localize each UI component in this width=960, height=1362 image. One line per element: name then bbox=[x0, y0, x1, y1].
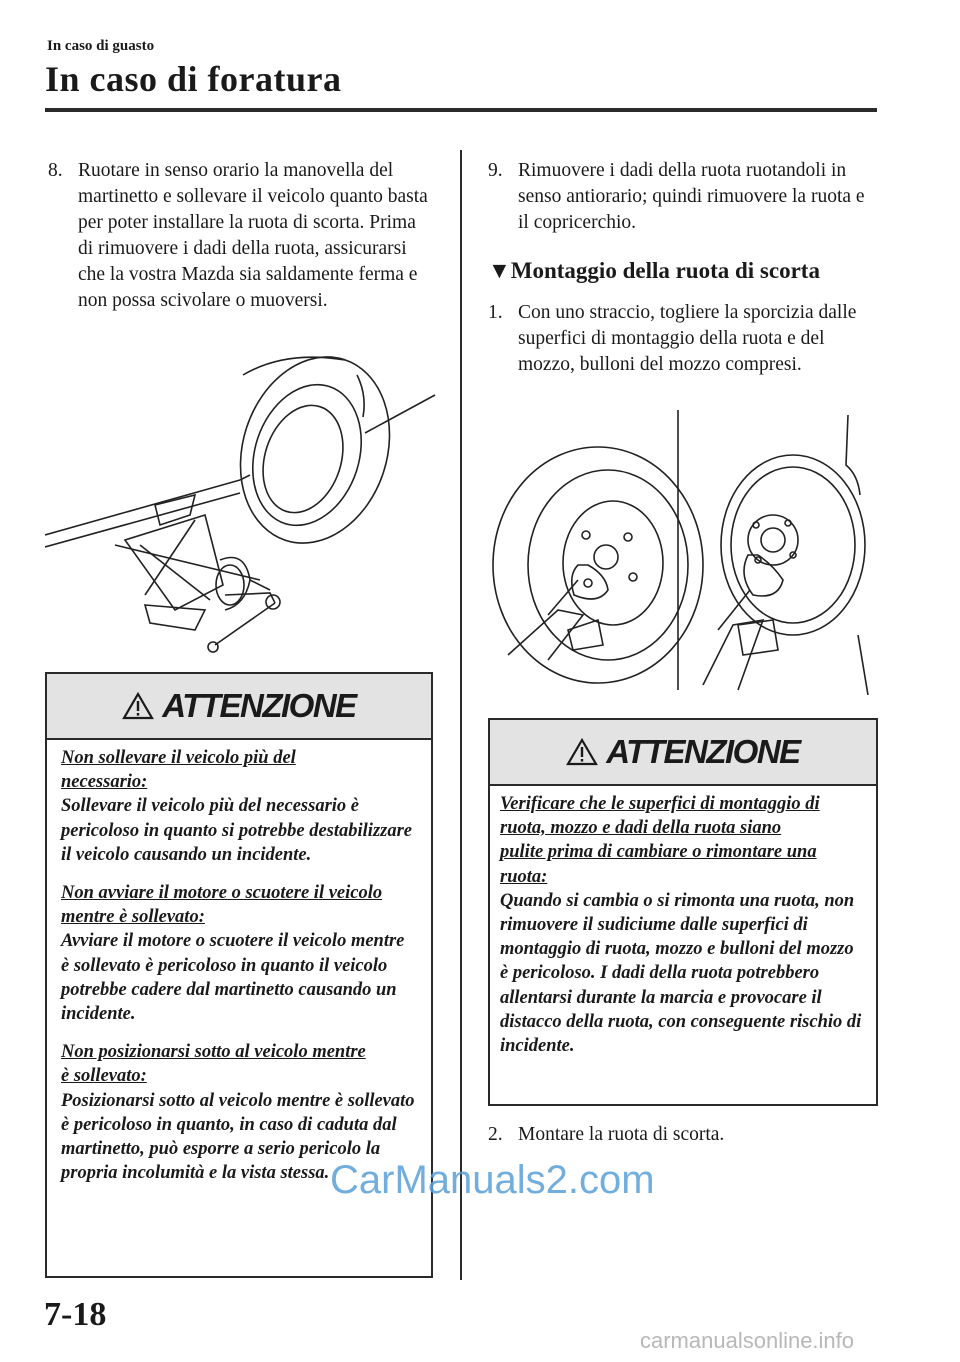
step-text: Con uno straccio, togliere la sporcizia dalle superfici di montaggio della ruota e del mozzo, bulloni del mozzo compresi. bbox=[518, 302, 857, 375]
step-number: 8. bbox=[48, 160, 63, 181]
triangle-down-icon: ▼ bbox=[488, 258, 511, 283]
step-2 bbox=[488, 1122, 878, 1148]
step-9 bbox=[488, 158, 878, 236]
column-divider bbox=[460, 150, 462, 1280]
step-number: 2. bbox=[488, 1124, 503, 1145]
step-number: 9. bbox=[488, 160, 503, 181]
jack-illustration bbox=[45, 355, 440, 665]
watermark: CarManuals2.com bbox=[330, 1158, 655, 1202]
warning-header bbox=[490, 720, 876, 786]
title-divider bbox=[45, 108, 877, 112]
warning-item-text: Posizionarsi sotto al veicolo mentre è sollevato è pericoloso in quanto, in caso di caduta dal martinetto, può esporre a serio pericolo la propria incolumità e la vista stessa. bbox=[61, 1090, 415, 1184]
page-number: 7-18 bbox=[44, 1296, 107, 1333]
page-title: In caso di foratura bbox=[45, 59, 342, 99]
step-1 bbox=[488, 300, 878, 378]
section-label: In caso di guasto bbox=[47, 38, 155, 54]
warning-item bbox=[500, 792, 864, 1058]
step-text: Rimuovere i dadi della ruota ruotandoli in senso antiorario; quindi rimuovere la ruota e il copricerchio. bbox=[518, 160, 865, 233]
step-8 bbox=[48, 158, 432, 314]
warning-triangle-icon bbox=[122, 691, 154, 721]
warning-item-text: Avviare il motore o scuotere il veicolo mentre è sollevato è pericoloso in quanto il veicolo potrebbe cadere dal martinetto causando un incidente. bbox=[61, 931, 405, 1025]
subheading bbox=[488, 258, 820, 284]
subheading-text: Montaggio della ruota di scorta bbox=[510, 258, 820, 283]
warning-box-right bbox=[488, 718, 878, 1106]
warning-triangle-icon bbox=[566, 737, 598, 767]
warning-item bbox=[61, 746, 417, 867]
step-number: 1. bbox=[488, 302, 503, 323]
watermark-footer: carmanualsonline.info bbox=[640, 1328, 855, 1353]
warning-item-heading: Non sollevare il veicolo più del necessario: bbox=[61, 748, 296, 793]
warning-item-text: Sollevare il veicolo più del necessario è pericoloso in quanto si potrebbe destabilizzare il veicolo causando un incidente. bbox=[61, 796, 413, 865]
warning-body bbox=[490, 786, 876, 1058]
warning-item-heading: Non posizionarsi sotto al veicolo mentre è sollevato: bbox=[61, 1042, 366, 1087]
warning-header bbox=[47, 674, 431, 740]
step-text: Montare la ruota di scorta. bbox=[518, 1124, 725, 1145]
warning-item bbox=[61, 881, 417, 1026]
warning-title: ATTENZIONE bbox=[162, 687, 356, 724]
warning-item-heading: Non avviare il motore o scuotere il veicolo mentre è sollevato: bbox=[61, 883, 383, 928]
cleaning-illustration bbox=[488, 405, 880, 695]
warning-item-text: Quando si cambia o si rimonta una ruota, non rimuovere il sudiciume dalle superfici di montaggio di ruota, mozzo e bulloni del mozzo è pericoloso. I dadi della ruota potrebbero allentarsi durante la marcia e provocare il distacco della ruota, con conseguente rischio di incidente. bbox=[500, 890, 862, 1057]
warning-item-heading: Verificare che le superfici di montaggio di ruota, mozzo e dadi della ruota siano pulite prima di cambiare o rimontare una ruota: bbox=[500, 794, 820, 887]
warning-body bbox=[47, 740, 431, 1185]
warning-title: ATTENZIONE bbox=[606, 733, 800, 770]
step-text: Ruotare in senso orario la manovella del martinetto e sollevare il veicolo quanto basta per poter installare la ruota di scorta. Prima di rimuovere i dadi della ruota, assicurarsi che la vostra Mazda sia saldamente ferma e non possa scivolare o muoversi. bbox=[78, 160, 428, 311]
